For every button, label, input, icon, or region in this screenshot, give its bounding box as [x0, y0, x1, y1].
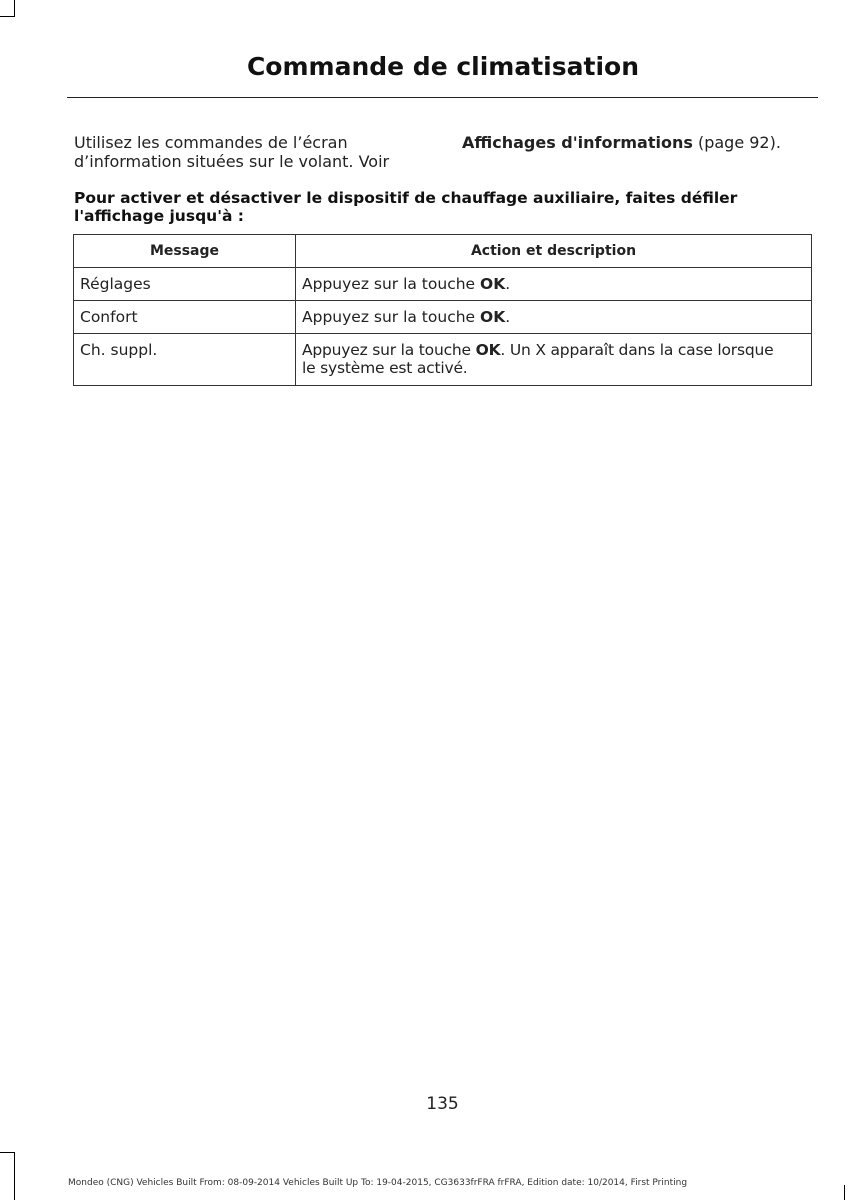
- action-suffix: .: [505, 275, 511, 293]
- page-number: 135: [426, 1094, 459, 1114]
- intro-line-2: d’information situées sur le volant. Voir: [74, 152, 390, 171]
- section-heading: [74, 189, 814, 225]
- section-heading-line-2: l'affichage jusqu'à :: [74, 207, 244, 225]
- action-line-2: le système est activé.: [302, 359, 468, 377]
- crop-mark-bottom-right-vertical: [844, 1185, 845, 1200]
- action-suffix: .: [505, 308, 511, 326]
- reference-link[interactable]: Affichages d'informations: [462, 133, 693, 152]
- table-row: [74, 334, 812, 386]
- action-text: Appuyez sur la touche: [302, 341, 476, 359]
- action-key: OK: [480, 308, 506, 326]
- message-cell: Confort: [74, 301, 296, 334]
- action-cell: [296, 268, 812, 301]
- crop-mark-top-left-vertical: [14, 0, 15, 16]
- table-row: [74, 301, 812, 334]
- crop-mark-bottom-left-vertical: [14, 1152, 15, 1200]
- page-title: Commande de climatisation: [246, 52, 639, 81]
- table-header-row: [74, 235, 812, 268]
- action-cell: [296, 334, 812, 386]
- action-key: OK: [475, 341, 501, 359]
- column-header-message: Message: [74, 235, 296, 268]
- action-text: Appuyez sur la touche: [302, 275, 481, 293]
- intro-reference: [462, 133, 822, 152]
- message-cell: Ch. suppl.: [74, 334, 296, 386]
- page-footer: Mondeo (CNG) Vehicles Built From: 08-09-2014 Vehicles Built Up To: 19-04-2015, CG3633frFRA frFRA, Edition date: 10/2014, First Printing: [68, 1178, 688, 1188]
- table-row: [74, 268, 812, 301]
- action-suffix: . Un X apparaît dans la case lorsque: [500, 341, 774, 359]
- action-key: OK: [480, 275, 506, 293]
- intro-text: [74, 133, 424, 171]
- reference-page: (page 92).: [692, 133, 781, 152]
- action-text: Appuyez sur la touche: [302, 308, 481, 326]
- message-table: [73, 234, 812, 386]
- intro-line-1: Utilisez les commandes de l’écran: [74, 133, 348, 152]
- column-header-action: Action et description: [296, 235, 812, 268]
- title-divider: [67, 97, 818, 98]
- message-cell: Réglages: [74, 268, 296, 301]
- action-cell: [296, 301, 812, 334]
- crop-mark-top-left-horizontal: [0, 16, 15, 17]
- section-heading-line-1: Pour activer et désactiver le dispositif de chauffage auxiliaire, faites défiler: [74, 189, 738, 207]
- crop-mark-bottom-left-horizontal: [0, 1152, 15, 1153]
